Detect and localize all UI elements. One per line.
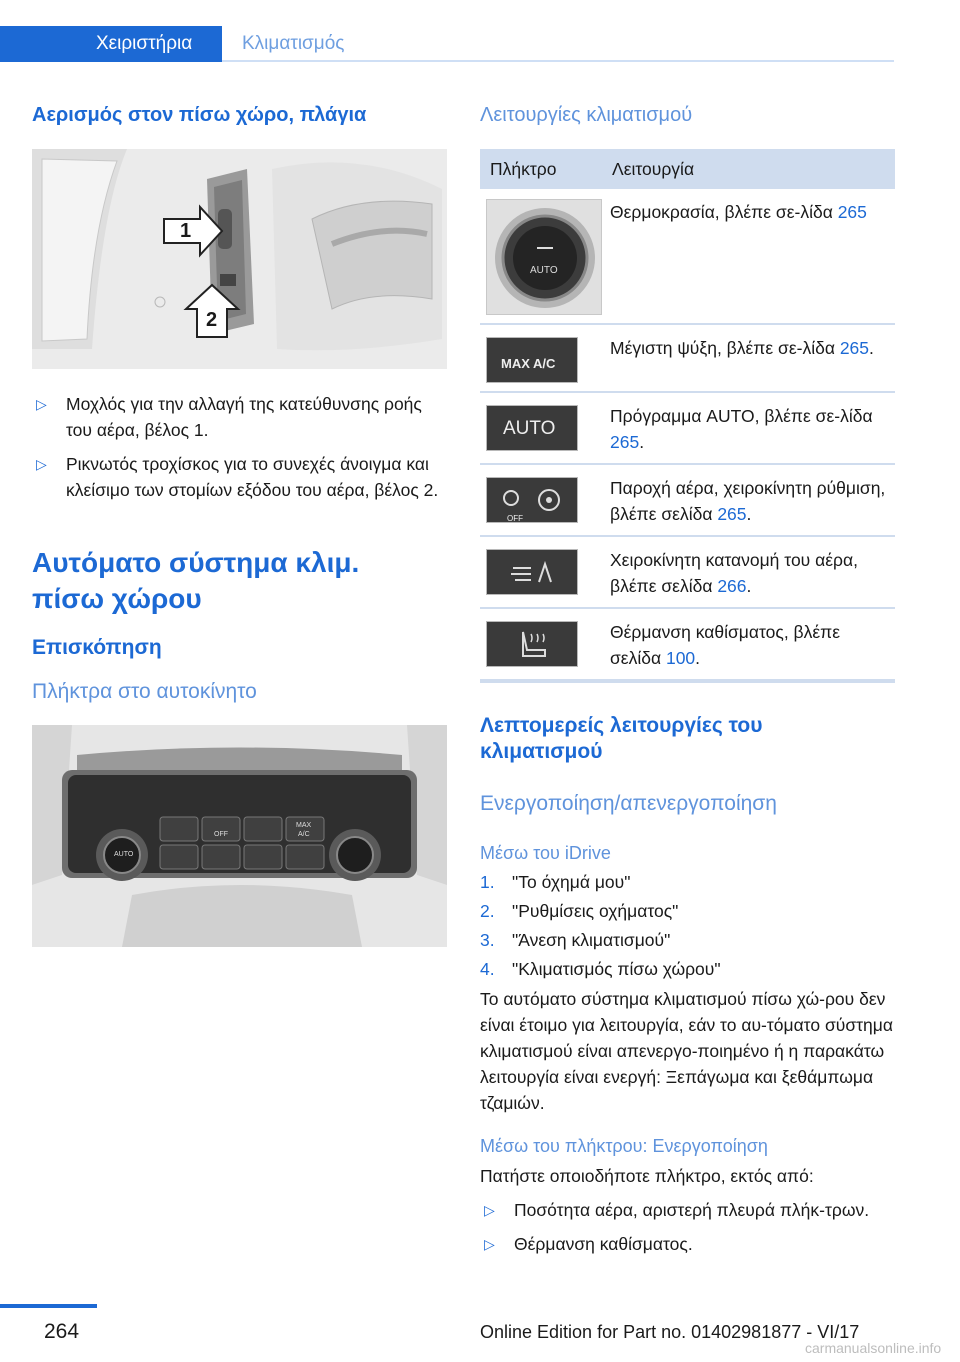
panel-label-max: MAX bbox=[296, 822, 312, 829]
row-suffix: . bbox=[869, 338, 874, 358]
step-text: "Άνεση κλιματισμού" bbox=[512, 930, 671, 950]
subtitle-via-idrive: Μέσω του iDrive bbox=[480, 843, 611, 863]
step-number: 3. bbox=[480, 930, 495, 950]
watermark: carmanualsonline.info bbox=[805, 1340, 942, 1356]
bullet-text: Ρικνωτός τροχίσκος για το συνεχές άνοιγμα και κλείσιμο των στομίων εξόδου του αέρα, βέλος 2. bbox=[66, 454, 439, 500]
key-off-label: OFF bbox=[507, 514, 523, 523]
section-title-rear-climate: Αυτόματο σύστημα κλιμ. πίσω χώρου bbox=[32, 547, 360, 614]
panel-label-ac: A/C bbox=[298, 831, 310, 838]
figure-side-vent bbox=[32, 149, 447, 369]
section-title-details: Λεπτομερείς λειτουργίες του κλιματισμού bbox=[480, 714, 763, 763]
activation-paragraph: Το αυτόματο σύστημα κλιματισμού πίσω χώ-ρου δεν είναι έτοιμο για λειτουργία, εάν το αυ-τόματο σύστημα κλιματισμού είναι απενεργο-ποιημένο ή η παρακάτω λειτουργία είναι ενεργή: Ξεπάγωμα και ξεθάμπωμα τζαμιών. bbox=[480, 989, 893, 1113]
edition-note: Online Edition for Part no. 01402981877 - VI/17 bbox=[480, 1322, 860, 1342]
list-item bbox=[480, 868, 895, 897]
row-text: Παροχή αέρα, χειροκίνητη ρύθμιση, βλέπε σελίδα bbox=[610, 478, 886, 524]
row-suffix: . bbox=[746, 504, 752, 524]
table-row bbox=[480, 464, 895, 536]
step-text: "Κλιματισμός πίσω χώρου" bbox=[512, 959, 721, 979]
page-number: 264 bbox=[44, 1320, 80, 1343]
page-link[interactable]: 266 bbox=[717, 576, 747, 596]
figure-label-2: 2 bbox=[206, 309, 218, 331]
table-header-function: Λειτουργία bbox=[602, 149, 895, 189]
list-item bbox=[480, 955, 895, 984]
row-suffix: . bbox=[639, 432, 645, 452]
subtitle-keys-in-car: Πλήκτρα στο αυτοκίνητο bbox=[32, 680, 257, 703]
step-text: "Ρυθμίσεις οχήματος" bbox=[512, 901, 679, 921]
step-text: "Το όχημά μου" bbox=[512, 872, 631, 892]
list-item bbox=[480, 1231, 895, 1257]
triangle-bullet-icon: ▷ bbox=[484, 1202, 495, 1218]
idrive-steps bbox=[480, 868, 895, 984]
row-text: Χειροκίνητη κατανομή του αέρα, βλέπε σελίδα bbox=[610, 550, 858, 596]
section-title-functions: Λειτουργίες κλιματισμού bbox=[480, 104, 693, 126]
triangle-bullet-icon: ▷ bbox=[484, 1236, 495, 1252]
subtitle-overview: Επισκόπηση bbox=[32, 636, 162, 659]
triangle-bullet-icon: ▷ bbox=[36, 456, 47, 472]
row-text: Πρόγραμμα AUTO, βλέπε σε-λίδα bbox=[610, 406, 873, 426]
row-text: Μέγιστη ψύξη, βλέπε σε-λίδα bbox=[610, 338, 840, 358]
air-distribution-icon bbox=[486, 549, 578, 595]
row-text: Θερμοκρασία, βλέπε σε-λίδα bbox=[610, 202, 838, 222]
panel-label-off: OFF bbox=[214, 831, 228, 838]
step-number: 4. bbox=[480, 959, 495, 979]
table-row bbox=[480, 324, 895, 392]
step-number: 2. bbox=[480, 901, 495, 921]
auto-knob-icon bbox=[486, 199, 602, 315]
bullet-text: Μοχλός για την αλλαγή της κατεύθυνσης ροής του αέρα, βέλος 1. bbox=[66, 394, 422, 440]
seat-heating-icon bbox=[486, 621, 578, 667]
footer-rule bbox=[0, 1304, 97, 1308]
list-item bbox=[480, 1197, 895, 1223]
page-link[interactable]: 100 bbox=[665, 648, 696, 668]
bullet-text: Θέρμανση καθίσματος. bbox=[514, 1234, 693, 1254]
max-ac-icon bbox=[486, 337, 578, 383]
press-instruction: Πατήστε οποιοδήποτε πλήκτρο, εκτός από: bbox=[480, 1166, 814, 1186]
key-max-ac-label: MAX A/C bbox=[501, 356, 556, 371]
functions-table bbox=[480, 149, 895, 683]
header-tab-controls[interactable]: Χειριστήρια bbox=[0, 26, 222, 62]
row-suffix: . bbox=[746, 576, 752, 596]
page-link[interactable]: 265 bbox=[839, 338, 870, 358]
page-header bbox=[0, 0, 960, 62]
triangle-bullet-icon: ▷ bbox=[36, 396, 47, 412]
section-title-side-vents: Αερισμός στον πίσω χώρο, πλάγια bbox=[32, 104, 367, 126]
left-column bbox=[32, 90, 447, 947]
right-column bbox=[480, 90, 895, 1265]
table-header-key: Πλήκτρο bbox=[480, 149, 602, 189]
subtitle-via-button: Μέσω του πλήκτρου: Ενεργοποίηση bbox=[480, 1136, 768, 1156]
exception-bullet-list bbox=[480, 1197, 895, 1257]
figure-rear-panel bbox=[32, 725, 447, 947]
table-row bbox=[480, 189, 895, 324]
figure-label-1: 1 bbox=[180, 220, 192, 242]
knob-auto-label: AUTO bbox=[530, 265, 558, 276]
list-item bbox=[32, 451, 447, 503]
fan-off-icon bbox=[486, 477, 578, 523]
panel-label-auto: AUTO bbox=[114, 851, 134, 858]
page-link[interactable]: 265 bbox=[837, 202, 867, 222]
list-item bbox=[480, 926, 895, 955]
list-item bbox=[480, 897, 895, 926]
key-auto-label: AUTO bbox=[503, 418, 556, 439]
rear-panel-illustration bbox=[32, 725, 447, 947]
side-vent-illustration bbox=[32, 149, 447, 369]
subtitle-activation: Ενεργοποίηση/απενεργοποίηση bbox=[480, 792, 777, 815]
step-number: 1. bbox=[480, 872, 495, 892]
row-suffix: . bbox=[695, 648, 701, 668]
table-row bbox=[480, 392, 895, 464]
header-tab-climate[interactable]: Κλιματισμός bbox=[222, 26, 894, 62]
auto-button-icon bbox=[486, 405, 578, 451]
table-row bbox=[480, 536, 895, 608]
vent-bullet-list bbox=[32, 391, 447, 503]
row-text: Θέρμανση καθίσματος, βλέπε σελίδα bbox=[610, 622, 841, 668]
page-link[interactable]: 265 bbox=[610, 432, 640, 452]
list-item bbox=[32, 391, 447, 443]
bullet-text: Ποσότητα αέρα, αριστερή πλευρά πλήκ-τρων. bbox=[514, 1200, 870, 1220]
page-link[interactable]: 265 bbox=[717, 504, 747, 524]
table-row bbox=[480, 608, 895, 681]
table-header-row bbox=[480, 149, 895, 189]
